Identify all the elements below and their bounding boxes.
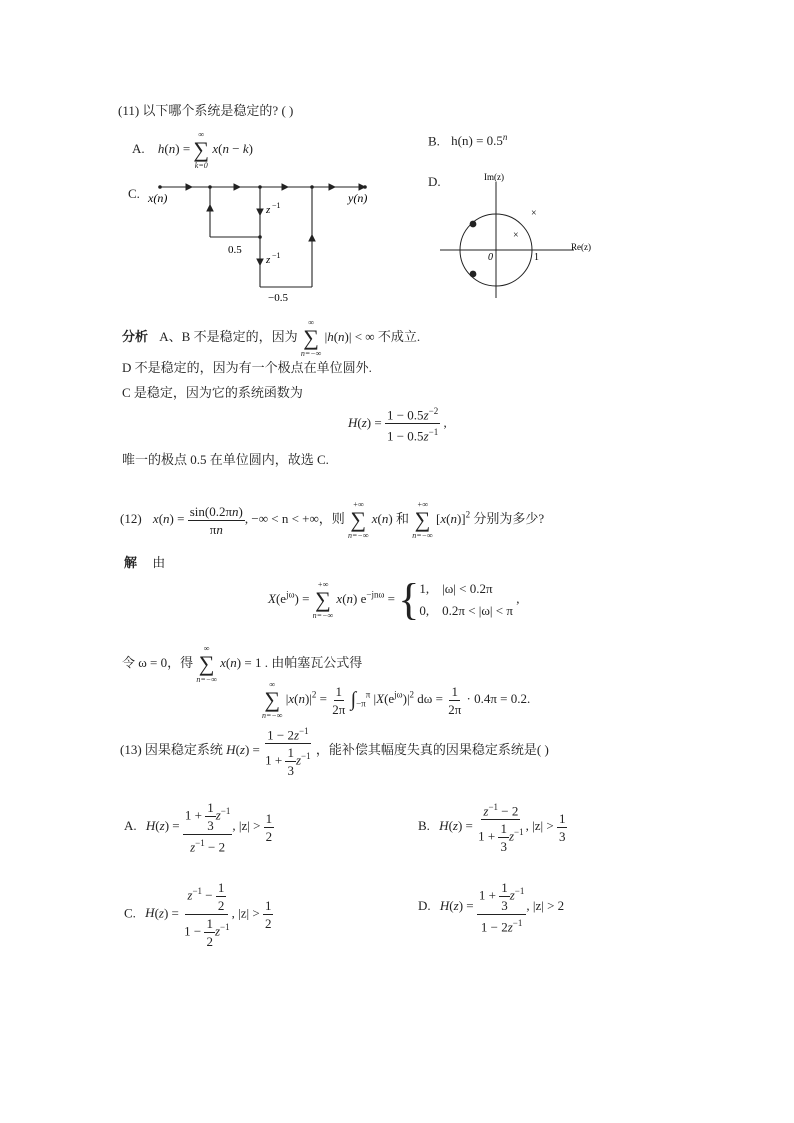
let-text: 令 ω = 0，得 <box>122 654 194 670</box>
q13-option-a-roc: |z| > <box>238 818 264 834</box>
q11-analysis-4: 唯一的极点 0.5 在单位圆内，故选 C. <box>122 452 329 467</box>
q13-option-d-label: D. <box>418 898 431 914</box>
q13-stem: (13) 因果稳定系统 H(z) = $1 - 2z^{-1}$ 1 + $\frac{1}{3}$ $z^{-1}$ ，能补偿其幅度失真的因果稳定系统是( ) <box>120 726 549 779</box>
polezero-origin: 0 <box>488 252 493 263</box>
case2-value: 0, <box>419 603 430 618</box>
q11-analysis-2: D 不是稳定的，因为有一个极点在单位圆外. <box>122 360 372 375</box>
case1-condition: |ω| < 0.2π <box>442 581 493 596</box>
svg-text:×: × <box>531 208 537 219</box>
q13-option-c-roc: |z| > <box>238 905 263 921</box>
q13-option-a: A. H(z) = 1 + $\frac{1}{3}$ $z^{-1}$ $z^{-1} - 2$ , |z| > $\frac{1}{2}$ <box>124 800 273 855</box>
q13-option-b: B. H(z) = $z^{-1} - 2$ 1 + $\frac{1}{3}$ $z^{-1}$ , |z| > $\frac{1}{3}$ <box>418 802 566 855</box>
polezero-re-label: Re(z) <box>571 242 591 252</box>
analysis-label: 分析 <box>122 328 149 344</box>
q12-let-omega: 令 ω = 0，得 ∞ ∑ n=−∞ x(n) = 1 . 由帕塞瓦公式得 <box>122 644 363 684</box>
svg-text:×: × <box>513 230 519 241</box>
analysis-text-1a: A、B 不是稳定的，因为 <box>159 328 298 344</box>
analysis-text-1b: 不成立. <box>377 328 421 344</box>
diagram-delay-1-exp: −1 <box>272 201 281 210</box>
q11-analysis-3: C 是稳定，因为它的系统函数为 <box>122 385 303 400</box>
let-result: = 1 . 由帕塞瓦公式得 <box>244 654 363 670</box>
q11-option-a-label: A. <box>132 140 145 156</box>
q13-option-b-label: B. <box>418 818 430 834</box>
q12-solution-label <box>124 552 165 571</box>
q11-option-c-label: C. <box>128 186 140 201</box>
solution-by: 由 <box>152 555 166 570</box>
q11-option-b-expr: h(n) = 0.5 <box>451 133 503 149</box>
q12-stem: (12) x(n) = $\frac{\sin(0.2\pi n)}{\pi n}$ , −∞ < n < +∞，则 +∞ ∑ n=−∞ x(n) 和 +∞ ∑ n=−∞ $[x(n)]^2$ 分别为多少? <box>120 500 545 540</box>
q11-option-a: A. h(n) = ∞ ∑ k=0 x(n − k) <box>132 130 253 170</box>
q11-transfer-function: H(z) = $\frac{1 - 0.5z^{-2}}{1 - 0.5z^{-1}}$ , <box>348 406 447 444</box>
signal-flow-diagram <box>140 175 380 305</box>
polezero-one: 1 <box>534 252 539 263</box>
case2-condition: 0.2π < |ω| < π <box>442 603 513 618</box>
solution-label: 解 <box>124 555 138 570</box>
case1-value: 1, <box>419 581 430 596</box>
polezero-im-label: Im(z) <box>484 172 504 182</box>
diagram-delay-2: z <box>266 254 271 266</box>
q13-option-c-label: C. <box>124 905 136 921</box>
q13-option-b-roc: |z| > <box>532 818 557 834</box>
q12-number: (12) <box>120 510 142 526</box>
q12-parseval-equation: ∞ ∑ n=−∞ $|x(n)|^2$ = $\frac{1}{2\pi}$ $\int_{-\pi}^\pi$ $|X(e^{j\omega})|^2$ dω = $\frac{1}{2\pi}$ · 0.4π = 0.2. <box>262 680 531 720</box>
q13-stem-a: (13) 因果稳定系统 <box>120 742 223 758</box>
q11-option-b <box>428 132 507 149</box>
q11-analysis-1: 分析 A、B 不是稳定的，因为 ∞ ∑ n=−∞ |h(n)| < ∞ 不成立. <box>122 318 421 358</box>
q11-option-d-label: D. <box>428 174 441 189</box>
q12-and: 和 <box>395 510 409 526</box>
q13-stem-b: ，能补偿其幅度失真的因果稳定系统是( ) <box>315 742 549 758</box>
q12-condition: −∞ < n < +∞，则 <box>251 510 345 526</box>
diagram-x-label: x(n) <box>148 191 168 205</box>
q12-dtft-equation: $X(e^{j\omega})$ = +∞ ∑ n=−∞ x(n) $e^{-jn\omega}$ = { 1, |ω| < 0.2π 0, 0.2π < |ω| < π , <box>268 575 520 624</box>
diagram-coef-2: −0.5 <box>268 292 288 304</box>
q11-option-b-sup: n <box>502 132 508 142</box>
diagram-coef-1: 0.5 <box>228 244 242 256</box>
q12-stem-end: 分别为多少? <box>473 510 545 526</box>
q11-stem: (11) 以下哪个系统是稳定的? ( ) <box>118 103 294 118</box>
q11-option-b-label: B. <box>428 133 440 149</box>
q13-option-c: C. H(z) = $z^{-1}$ − $\frac{1}{2}$ 1 − $\frac{1}{2}$ $z^{-1}$ , |z| > $\frac{1}{2}$ <box>124 880 272 949</box>
parseval-result: · 0.4π = 0.2. <box>466 690 531 706</box>
q13-option-a-label: A. <box>124 818 137 834</box>
q13-option-d-roc: |z| > 2 <box>532 898 565 914</box>
diagram-delay-1: z <box>266 204 271 216</box>
diagram-delay-2-exp: −1 <box>272 251 281 260</box>
diagram-y-label: y(n) <box>348 191 368 205</box>
pole-zero-plot <box>436 170 591 300</box>
q13-option-d: D. H(z) = 1 + $\frac{1}{3}$ $z^{-1}$ $1 - 2z^{-1}$ , |z| > 2 <box>418 880 565 935</box>
